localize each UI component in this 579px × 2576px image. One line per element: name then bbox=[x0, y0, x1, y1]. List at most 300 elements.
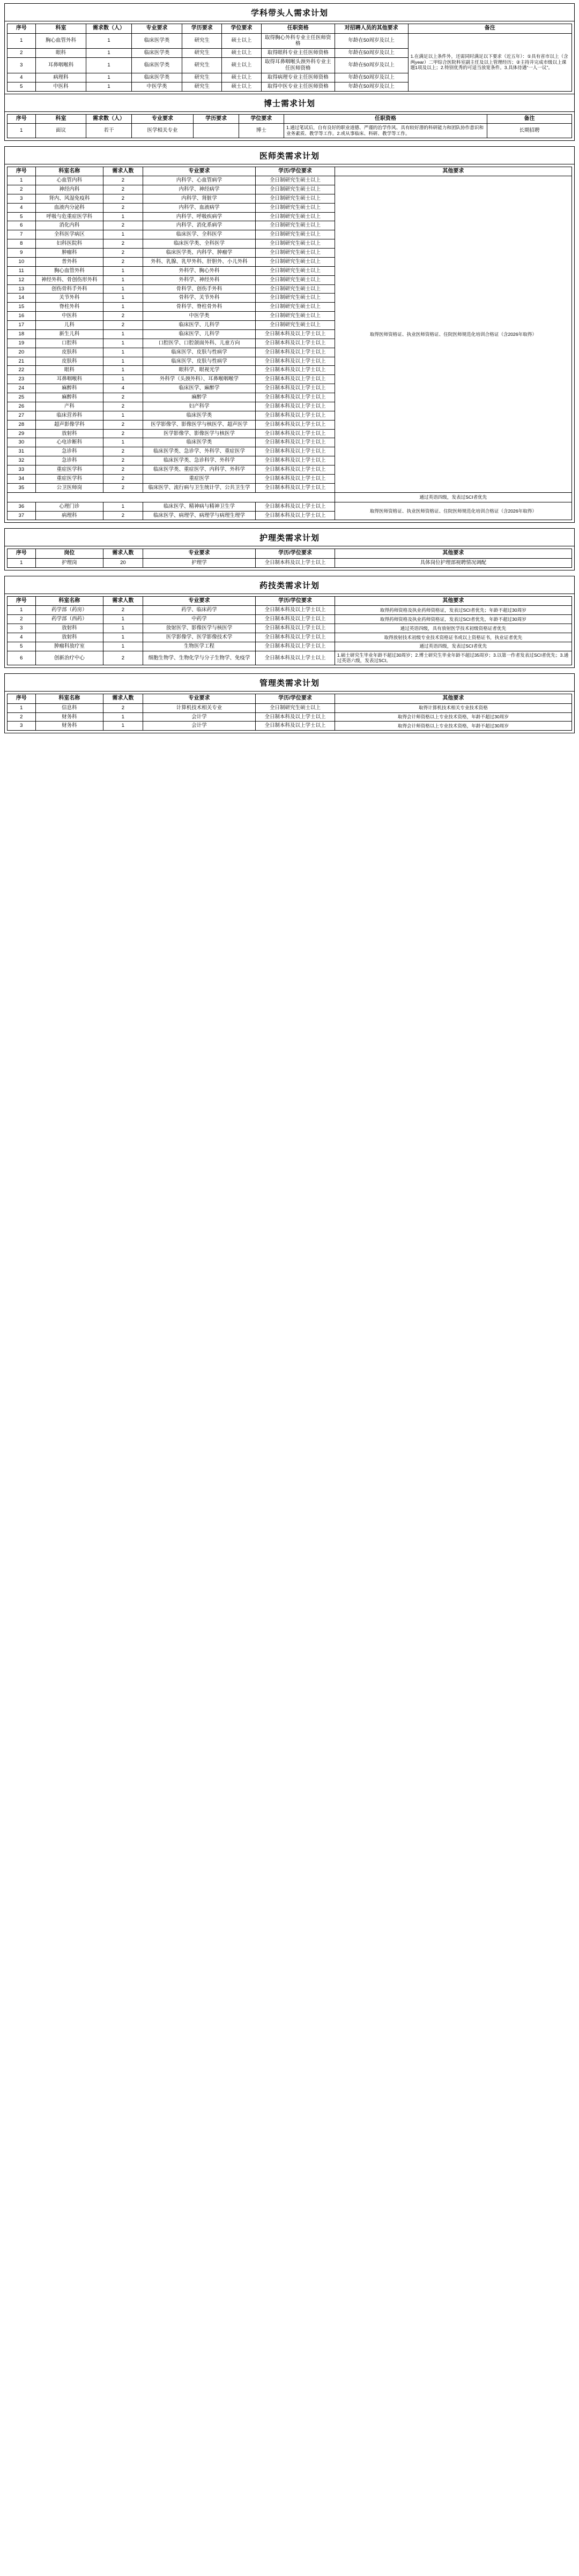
cell-other: 通过英语四级，具有放射医学技术初级资格证者优先 bbox=[335, 624, 571, 633]
cell-count: 2 bbox=[103, 651, 143, 665]
cell-index: 20 bbox=[8, 348, 36, 357]
table-row bbox=[8, 703, 572, 712]
cell-education: 全日制研究生硕士以上 bbox=[256, 294, 335, 303]
cell-other: 通过英语四级，发表过SCI者优先 bbox=[335, 642, 571, 651]
col-count: 需求人数 bbox=[103, 549, 143, 559]
cell-count: 1 bbox=[103, 411, 143, 420]
cell-other: 年龄在50周岁及以上 bbox=[335, 33, 408, 49]
table-header-row bbox=[8, 24, 572, 34]
section-nursing bbox=[4, 528, 575, 570]
cell-index: 3 bbox=[8, 722, 36, 731]
cell-dept: 胸心血管外科 bbox=[35, 266, 103, 275]
cell-index: 24 bbox=[8, 384, 36, 393]
table-row bbox=[8, 722, 572, 731]
col-degree: 学位要求 bbox=[239, 114, 284, 124]
cell-count: 2 bbox=[103, 447, 143, 456]
cell-education: 全日制本科及以上学士以上 bbox=[256, 329, 335, 339]
cell-index: 17 bbox=[8, 321, 36, 330]
cell-count: 1 bbox=[86, 58, 131, 73]
cell-education: 全日制研究生硕士以上 bbox=[256, 284, 335, 294]
cell-post: 护理岗 bbox=[35, 558, 103, 567]
cell-count: 2 bbox=[103, 221, 143, 230]
cell-other: 取得会计师资格以上专业技术资格，年龄不超过30周岁 bbox=[335, 722, 571, 731]
col-other: 其他要求 bbox=[335, 167, 571, 176]
col-count: 需求数（人） bbox=[86, 114, 131, 124]
cell-count: 1 bbox=[103, 712, 143, 722]
cell-dept: 公卫医师岗 bbox=[35, 483, 103, 492]
cell-qualification: 取得眼科专业主任医师资格 bbox=[261, 49, 335, 58]
cell-major: 中医学类 bbox=[143, 312, 256, 321]
cell-major: 临床医学、全科医学 bbox=[143, 230, 256, 239]
cell-major: 骨科学、脊柱骨外科 bbox=[143, 303, 256, 312]
cell-dept: 眼科 bbox=[35, 366, 103, 375]
cell-dept: 药学部（药房） bbox=[35, 606, 103, 615]
cell-education: 全日制研究生硕士以上 bbox=[256, 212, 335, 221]
cell-qualification: 1.通过笔试后，自有良好的职业道德、严谨的治学作风、具有较好潜的科研能力和团队协作意识和业务素质、教学等工作。2.或从事临床、科研、教学等工作。 bbox=[284, 124, 487, 138]
cell-dept: 病理科 bbox=[35, 511, 103, 520]
cell-count: 20 bbox=[103, 558, 143, 567]
cell-education: 全日制研究生硕士以上 bbox=[256, 203, 335, 212]
cell-education: 全日制本科及以上学士以上 bbox=[256, 712, 335, 722]
cell-count: 2 bbox=[103, 474, 143, 483]
cell-dept: 放射科 bbox=[35, 633, 103, 642]
cell-major: 临床医学、儿科学 bbox=[143, 329, 256, 339]
cell-education: 全日制本科及以上学士以上 bbox=[256, 511, 335, 520]
cell-dept: 眼科 bbox=[35, 49, 86, 58]
col-index: 序号 bbox=[8, 114, 36, 124]
cell-education: 全日制研究生硕士以上 bbox=[256, 239, 335, 249]
cell-dept: 麻醉科 bbox=[35, 384, 103, 393]
col-index: 序号 bbox=[8, 549, 36, 559]
cell-dept: 心血管内科 bbox=[35, 176, 103, 185]
cell-major: 临床医学类、急诊学、外科学、重症医学 bbox=[143, 447, 256, 456]
col-other: 其他要求 bbox=[335, 596, 571, 606]
cell-education: 全日制本科及以上学士以上 bbox=[256, 339, 335, 348]
cell-dept: 临床营养科 bbox=[35, 411, 103, 420]
cell-count: 1 bbox=[86, 82, 131, 91]
col-count: 需求数（人） bbox=[86, 24, 131, 34]
cell-index: 12 bbox=[8, 275, 36, 284]
cell-count: 2 bbox=[103, 321, 143, 330]
col-qualification: 任职资格 bbox=[261, 24, 335, 34]
cell-count: 2 bbox=[103, 606, 143, 615]
cell-index: 36 bbox=[8, 502, 36, 511]
cell-other: 年龄在50周岁及以上 bbox=[335, 49, 408, 58]
cell-count: 1 bbox=[86, 73, 131, 82]
cell-major: 内科学、肾脏学 bbox=[143, 194, 256, 203]
cell-education: 全日制研究生硕士以上 bbox=[256, 312, 335, 321]
cell-education: 全日制本科及以上学士以上 bbox=[256, 420, 335, 429]
cell-major: 医学相关专业 bbox=[131, 124, 194, 138]
cell-other: 取得会计师资格以上专业技术资格，年龄不超过30周岁 bbox=[335, 712, 571, 722]
cell-count: 1 bbox=[103, 502, 143, 511]
cell-count: 2 bbox=[103, 194, 143, 203]
cell-major: 外科学、胸心外科 bbox=[143, 266, 256, 275]
cell-index: 6 bbox=[8, 221, 36, 230]
cell-dept: 中医科 bbox=[35, 312, 103, 321]
cell-education: 全日制本科及以上学士以上 bbox=[256, 357, 335, 366]
table-row bbox=[8, 33, 572, 49]
cell-dept: 儿科 bbox=[35, 321, 103, 330]
section-title: 护理类需求计划 bbox=[5, 529, 574, 546]
cell-dept: 妇科医院科 bbox=[35, 239, 103, 249]
cell-degree: 硕士以上 bbox=[222, 58, 262, 73]
cell-index: 13 bbox=[8, 284, 36, 294]
cell-count: 1 bbox=[103, 212, 143, 221]
cell-index: 32 bbox=[8, 456, 36, 465]
col-dept: 科室名称 bbox=[35, 694, 103, 704]
cell-education: 全日制本科及以上学士以上 bbox=[256, 393, 335, 402]
col-degree: 学位要求 bbox=[222, 24, 262, 34]
table-row bbox=[8, 712, 572, 722]
cell-count: 1 bbox=[103, 329, 143, 339]
cell-education: 全日制研究生硕士以上 bbox=[256, 266, 335, 275]
col-remark: 备注 bbox=[487, 114, 572, 124]
cell-major: 眼科学、眼视光学 bbox=[143, 366, 256, 375]
cell-count: 1 bbox=[103, 339, 143, 348]
cell-index: 27 bbox=[8, 411, 36, 420]
cell-dept: 血液内分泌科 bbox=[35, 203, 103, 212]
cell-count: 若干 bbox=[86, 124, 131, 138]
cell-major: 内科学、血液病学 bbox=[143, 203, 256, 212]
col-major: 专业要求 bbox=[131, 24, 182, 34]
cell-index: 33 bbox=[8, 465, 36, 475]
cell-count: 2 bbox=[103, 312, 143, 321]
col-major: 专业要求 bbox=[143, 549, 256, 559]
cell-index: 30 bbox=[8, 438, 36, 447]
cell-index: 6 bbox=[8, 651, 36, 665]
section-physicians bbox=[4, 146, 575, 523]
cell-education: 全日制本科及以上学士以上 bbox=[256, 722, 335, 731]
cell-major: 医学影像学、医学影像技术学 bbox=[143, 633, 256, 642]
cell-index: 22 bbox=[8, 366, 36, 375]
cell-index: 9 bbox=[8, 249, 36, 258]
cell-index: 4 bbox=[8, 633, 36, 642]
cell-index: 21 bbox=[8, 357, 36, 366]
section-management bbox=[4, 673, 575, 733]
cell-degree: 硕士以上 bbox=[222, 49, 262, 58]
cell-dept: 肿瘤科 bbox=[35, 249, 103, 258]
cell-index: 5 bbox=[8, 212, 36, 221]
cell-education: 全日制本科及以上学士以上 bbox=[256, 633, 335, 642]
cell-index: 34 bbox=[8, 474, 36, 483]
table-row bbox=[8, 633, 572, 642]
cell-education: 全日制研究生硕士以上 bbox=[256, 221, 335, 230]
section-title: 管理类需求计划 bbox=[5, 674, 574, 692]
cell-dept: 超声影像学科 bbox=[35, 420, 103, 429]
cell-major: 临床医学类 bbox=[131, 73, 182, 82]
physicians-table bbox=[7, 167, 572, 521]
cell-major: 医学影像学、影像医学与核医学、超声医学 bbox=[143, 420, 256, 429]
cell-major: 临床医学、皮肤与性病学 bbox=[143, 348, 256, 357]
cell-dept: 创伤骨科手外科 bbox=[35, 284, 103, 294]
cell-remark-note: 1.在满足以上条件外，还需同时满足以下要求（近五年）：①具有省市以上（含两year）二甲综合医院科室副主任及以上管理经历；②主持并完成市级以上课题1项及以上；2.特别优秀的可适当放宽条件。3.具体待遇“一人一议”。 bbox=[408, 33, 571, 91]
cell-education: 全日制研究生硕士以上 bbox=[256, 176, 335, 185]
cell-major: 临床医学类 bbox=[143, 411, 256, 420]
cell-degree: 硕士以上 bbox=[222, 73, 262, 82]
cell-index: 5 bbox=[8, 82, 36, 91]
cell-count: 1 bbox=[103, 303, 143, 312]
cell-index: 2 bbox=[8, 615, 36, 624]
cell-education: 全日制本科及以上学士以上 bbox=[256, 651, 335, 665]
cell-index: 1 bbox=[8, 176, 36, 185]
cell-index: 11 bbox=[8, 266, 36, 275]
cell-dept: 口腔科 bbox=[35, 339, 103, 348]
section-pharmacy-tech bbox=[4, 576, 575, 668]
cell-education: 全日制本科及以上学士以上 bbox=[256, 474, 335, 483]
col-dept: 科室名称 bbox=[35, 596, 103, 606]
cell-count: 1 bbox=[103, 366, 143, 375]
col-other: 其他要求 bbox=[335, 694, 571, 704]
col-dept: 科室 bbox=[35, 24, 86, 34]
cell-education: 全日制研究生硕士以上 bbox=[256, 249, 335, 258]
col-education: 学历/学位要求 bbox=[256, 694, 335, 704]
cell-major: 外科学（头颈外科）、耳鼻喉咽喉学 bbox=[143, 375, 256, 384]
cell-index: 2 bbox=[8, 712, 36, 722]
cell-major: 放射医学、影像医学与核医学 bbox=[143, 624, 256, 633]
cell-dept: 放射科 bbox=[35, 429, 103, 438]
table-row bbox=[8, 606, 572, 615]
cell-remark: 长期招聘 bbox=[487, 124, 572, 138]
col-dept: 科室名称 bbox=[35, 167, 103, 176]
cell-dept: 心理门诊 bbox=[35, 502, 103, 511]
cell-index: 10 bbox=[8, 257, 36, 266]
col-index: 序号 bbox=[8, 167, 36, 176]
col-major: 专业要求 bbox=[131, 114, 194, 124]
cell-education: 全日制研究生硕士以上 bbox=[256, 303, 335, 312]
cell-dept: 神经外科、骨创伤形外科 bbox=[35, 275, 103, 284]
cell-dept: 重症医学科 bbox=[35, 465, 103, 475]
cell-other: 年龄在50周岁及以上 bbox=[335, 58, 408, 73]
cell-dept: 财务科 bbox=[35, 722, 103, 731]
cell-dept: 面议 bbox=[35, 124, 86, 138]
cell-count: 2 bbox=[103, 393, 143, 402]
cell-major: 中药学 bbox=[143, 615, 256, 624]
cell-major: 生物医学工程 bbox=[143, 642, 256, 651]
cell-major: 内科学、神经病学 bbox=[143, 185, 256, 194]
cell-count: 2 bbox=[103, 257, 143, 266]
cell-other-merged-2: 取得医师资格证、执业医师资格证、住院医师规范化培训合格证（含2026年取得） bbox=[335, 502, 571, 520]
cell-major: 临床医学类、重症医学、内科学、外科学 bbox=[143, 465, 256, 475]
col-count: 需求人数 bbox=[103, 596, 143, 606]
cell-index: 4 bbox=[8, 203, 36, 212]
cell-major: 外科、乳腺、乳甲外科、肝胆外、小儿外科 bbox=[143, 257, 256, 266]
cell-other: 年龄在50周岁及以上 bbox=[335, 82, 408, 91]
cell-qualification: 取得病理专业主任医师资格 bbox=[261, 73, 335, 82]
table-row bbox=[8, 651, 572, 665]
cell-degree: 硕士以上 bbox=[222, 82, 262, 91]
cell-count: 1 bbox=[103, 294, 143, 303]
cell-dept: 脊柱外科 bbox=[35, 303, 103, 312]
cell-count: 1 bbox=[103, 375, 143, 384]
cell-education: 全日制研究生硕士以上 bbox=[256, 230, 335, 239]
cell-dept: 新生儿科 bbox=[35, 329, 103, 339]
cell-dept: 耳鼻咽喉科 bbox=[35, 58, 86, 73]
table-row bbox=[8, 558, 572, 567]
cell-count: 2 bbox=[103, 465, 143, 475]
table-header-row bbox=[8, 114, 572, 124]
cell-major: 临床医学、流行病与卫生统计学、公共卫生学 bbox=[143, 483, 256, 492]
col-education: 学历/学位要求 bbox=[256, 596, 335, 606]
cell-count: 1 bbox=[86, 33, 131, 49]
cell-other-note: 通过英语四级，发表过SCI者优先 bbox=[335, 492, 571, 502]
table-row bbox=[8, 642, 572, 651]
cell-count: 2 bbox=[103, 429, 143, 438]
cell-count: 2 bbox=[103, 456, 143, 465]
cell-dept: 创新治疗中心 bbox=[35, 651, 103, 665]
col-index: 序号 bbox=[8, 694, 36, 704]
cell-qualification: 取得耳鼻咽喉头颈外科专业主任医师资格 bbox=[261, 58, 335, 73]
col-education: 学历/学位要求 bbox=[256, 167, 335, 176]
cell-major: 临床医学、精神病与精神卫生学 bbox=[143, 502, 256, 511]
cell-major: 临床医学类 bbox=[131, 58, 182, 73]
cell-major: 妇产科学 bbox=[143, 402, 256, 411]
cell-other: 1.硕士研究生毕业年龄不超过30周岁；2.博士研究生毕业年龄不超过35周岁；3.以第一作者发表过SCI者优先；3.通过英语六级，发表过SCI。 bbox=[335, 651, 571, 665]
cell-dept: 麻醉科 bbox=[35, 393, 103, 402]
cell-education: 全日制研究生硕士以上 bbox=[256, 321, 335, 330]
cell-education: 全日制本科及以上学士以上 bbox=[256, 411, 335, 420]
cell-other: 年龄在50周岁及以上 bbox=[335, 73, 408, 82]
cell-education: 全日制本科及以上学士以上 bbox=[256, 402, 335, 411]
cell-education: 全日制本科及以上学士以上 bbox=[256, 375, 335, 384]
cell-education: 全日制本科及以上学士以上 bbox=[256, 615, 335, 624]
cell-index: 2 bbox=[8, 185, 36, 194]
cell-major: 中医学类 bbox=[131, 82, 182, 91]
cell-major: 口腔医学、口腔颌面外科、儿童方向 bbox=[143, 339, 256, 348]
col-other: 其他要求 bbox=[335, 549, 571, 559]
cell-count: 1 bbox=[103, 275, 143, 284]
cell-index: 2 bbox=[8, 49, 36, 58]
cell-education: 研究生 bbox=[182, 73, 222, 82]
cell-index: 1 bbox=[8, 606, 36, 615]
table-row bbox=[8, 124, 572, 138]
cell-education: 全日制本科及以上学士以上 bbox=[256, 483, 335, 492]
management-table bbox=[7, 694, 572, 731]
cell-dept: 皮肤科 bbox=[35, 348, 103, 357]
pharmacy-tech-table bbox=[7, 596, 572, 665]
cell-index: 23 bbox=[8, 375, 36, 384]
col-count: 需求人数 bbox=[103, 167, 143, 176]
cell-major: 临床医学类、内科学、肿瘤学 bbox=[143, 249, 256, 258]
cell-major: 骨科学、关节外科 bbox=[143, 294, 256, 303]
cell-index: 19 bbox=[8, 339, 36, 348]
cell-count: 1 bbox=[103, 722, 143, 731]
cell-education: 全日制本科及以上学士以上 bbox=[256, 502, 335, 511]
cell-major: 临床医学、病理学、病理学与病理生理学 bbox=[143, 511, 256, 520]
cell-major: 药学、临床药学 bbox=[143, 606, 256, 615]
cell-major: 内科学、消化系病学 bbox=[143, 221, 256, 230]
cell-major: 临床医学类 bbox=[131, 49, 182, 58]
col-education: 学历/学位要求 bbox=[256, 549, 335, 559]
cell-education: 全日制本科及以上学士以上 bbox=[256, 366, 335, 375]
table-header-row bbox=[8, 549, 572, 559]
cell-education: 研究生 bbox=[182, 82, 222, 91]
cell-index: 29 bbox=[8, 429, 36, 438]
nursing-table bbox=[7, 549, 572, 567]
cell-count: 2 bbox=[103, 511, 143, 520]
cell-index: 3 bbox=[8, 194, 36, 203]
section-discipline-leaders bbox=[4, 3, 575, 141]
cell-count: 1 bbox=[103, 357, 143, 366]
cell-count: 2 bbox=[103, 203, 143, 212]
cell-education: 全日制本科及以上学士以上 bbox=[256, 558, 335, 567]
cell-other: 取得放射技术初级专业技术资格证书或以上资格证书，执业证者优先 bbox=[335, 633, 571, 642]
cell-index: 28 bbox=[8, 420, 36, 429]
cell-qualification: 取得中医专业主任医师资格 bbox=[261, 82, 335, 91]
table-row bbox=[8, 615, 572, 624]
phd-table bbox=[7, 114, 572, 138]
cell-dept: 肾内、风湿免疫科 bbox=[35, 194, 103, 203]
col-major: 专业要求 bbox=[143, 694, 256, 704]
cell-other: 取得计算机技术相关专业技术资格 bbox=[335, 703, 571, 712]
section-title-phd: 博士需求计划 bbox=[5, 94, 574, 112]
table-row-note bbox=[8, 492, 572, 502]
cell-education: 全日制研究生硕士以上 bbox=[256, 194, 335, 203]
cell-index: 1 bbox=[8, 558, 36, 567]
cell-dept: 放射科 bbox=[35, 624, 103, 633]
cell-degree: 硕士以上 bbox=[222, 33, 262, 49]
cell-dept: 胸心血管外科 bbox=[35, 33, 86, 49]
cell-dept: 神经内科 bbox=[35, 185, 103, 194]
cell-index: 16 bbox=[8, 312, 36, 321]
cell-dept: 消化内科 bbox=[35, 221, 103, 230]
cell-education: 全日制研究生硕士以上 bbox=[256, 703, 335, 712]
cell-count: 1 bbox=[86, 49, 131, 58]
section-title: 医师类需求计划 bbox=[5, 147, 574, 164]
col-education: 学历要求 bbox=[182, 24, 222, 34]
cell-count: 2 bbox=[103, 483, 143, 492]
cell-major: 临床医学、麻醉学 bbox=[143, 384, 256, 393]
cell-dept: 全科医学病区 bbox=[35, 230, 103, 239]
cell-major: 内科学、呼吸疾病学 bbox=[143, 212, 256, 221]
cell-count: 1 bbox=[103, 615, 143, 624]
cell-major: 内科学、心血管病学 bbox=[143, 176, 256, 185]
cell-education: 全日制研究生硕士以上 bbox=[256, 257, 335, 266]
cell-education: 全日制本科及以上学士以上 bbox=[256, 456, 335, 465]
cell-dept: 中医科 bbox=[35, 82, 86, 91]
cell-education: 全日制本科及以上学士以上 bbox=[256, 429, 335, 438]
cell-count: 1 bbox=[103, 230, 143, 239]
cell-education: 全日制本科及以上学士以上 bbox=[256, 642, 335, 651]
cell-dept: 病理科 bbox=[35, 73, 86, 82]
table-row bbox=[8, 502, 572, 511]
cell-other: 取得药师资格及执业药师资格证，发表过SCI者优先，年龄不超过30周岁 bbox=[335, 615, 571, 624]
cell-major: 临床医学类、急诊科学、外科学 bbox=[143, 456, 256, 465]
cell-index: 37 bbox=[8, 511, 36, 520]
col-remark: 备注 bbox=[408, 24, 571, 34]
cell-education: 全日制本科及以上学士以上 bbox=[256, 384, 335, 393]
cell-major: 骨科学、创伤手外科 bbox=[143, 284, 256, 294]
cell-major: 临床医学类、全科医学 bbox=[143, 239, 256, 249]
cell-dept: 产科 bbox=[35, 402, 103, 411]
cell-count: 2 bbox=[103, 176, 143, 185]
section-title: 学科带头人需求计划 bbox=[5, 4, 574, 21]
cell-major: 临床医学类 bbox=[143, 438, 256, 447]
table-header-row bbox=[8, 596, 572, 606]
cell-index: 26 bbox=[8, 402, 36, 411]
cell-count: 2 bbox=[103, 185, 143, 194]
cell-dept: 普外科 bbox=[35, 257, 103, 266]
cell-major: 外科学、神经外科 bbox=[143, 275, 256, 284]
cell-count: 1 bbox=[103, 633, 143, 642]
cell-dept: 急诊科 bbox=[35, 456, 103, 465]
cell-major: 细胞生物学、生物化学与分子生物学、免疫学 bbox=[143, 651, 256, 665]
cell-dept: 财务科 bbox=[35, 712, 103, 722]
col-count: 需求人数 bbox=[103, 694, 143, 704]
cell-education: 全日制本科及以上学士以上 bbox=[256, 606, 335, 615]
cell-count: 2 bbox=[103, 402, 143, 411]
cell-major: 会计学 bbox=[143, 712, 256, 722]
